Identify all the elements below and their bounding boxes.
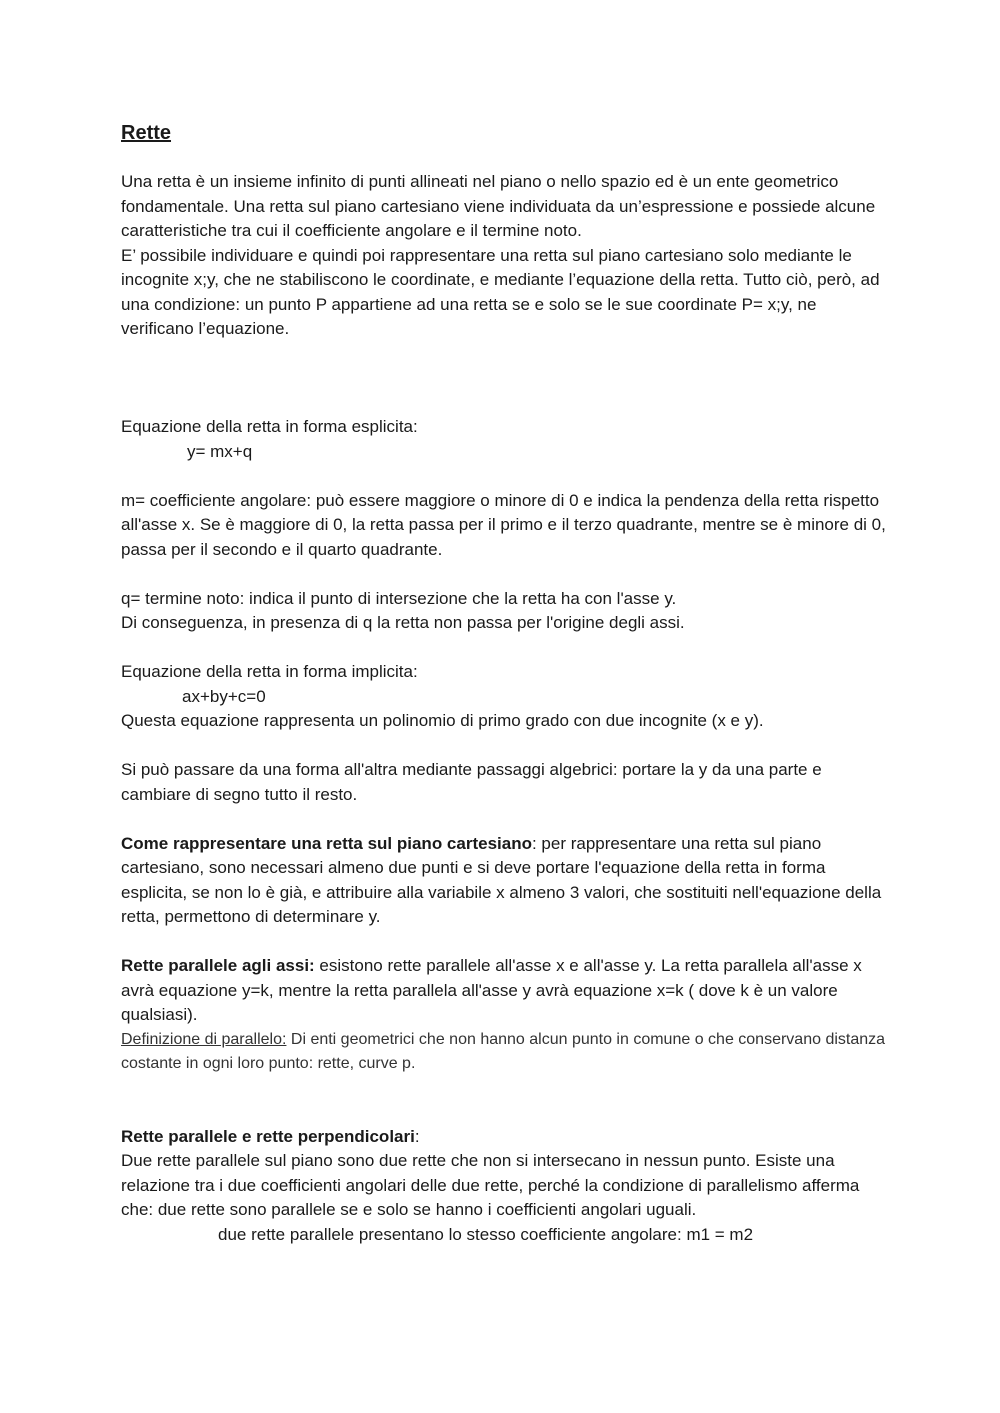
spacer [121,636,891,661]
definition-paragraph [121,1028,891,1076]
represent-paragraph [121,832,891,930]
par-perp-formula: due rette parallele presentano lo stesso coefficiente angolare: m1 = m2 [218,1224,754,1244]
par-perp-heading-line [121,1125,891,1150]
intro-paragraph-2: E’ possibile individuare e quindi poi rappresentare una retta sul piano cartesiano solo mediante le incognite x;y, che ne stabiliscono le coordinate, e mediante l’equazione della retta. Tutto ciò, però, ad una condizione: un punto P appartiene ad una retta se e solo se le sue coordinate P= x;y, ne verificano l’equazione. [121,245,880,338]
spacer [121,734,891,759]
explicit-heading: Equazione della retta in forma esplicita: [121,417,418,436]
spacer [121,807,891,832]
implicit-heading: Equazione della retta in forma implicita: [121,662,418,681]
definition-label: Definizione di parallelo: [121,1030,287,1048]
q-paragraph-1: q= termine noto: indica il punto di intersezione che la retta ha con l'asse y. [121,588,677,608]
parallel-axes-paragraph [121,954,891,1028]
par-perp-heading: Rette parallele e rette perpendicolari [121,1126,415,1146]
explicit-formula: y= mx+q [187,441,253,461]
spacer [121,562,891,587]
parallel-axes-text: esistono rette parallele all'asse x e all'asse y. La retta parallela all'asse x avrà equazione y=k, mentre la retta parallela all'asse y avrà equazione x=k ( dove k è un valore qualsiasi). [121,956,862,1024]
q-paragraph-2: Di conseguenza, in presenza di q la retta non passa per l'origine degli assi. [121,613,685,632]
par-perp-paragraph: Due rette parallele sul piano sono due rette che non si intersecano in nessun punto. Esiste una relazione tra i due coefficienti angolari delle due rette, perché la condizione di parallelismo afferma che: due rette sono parallele se e solo se hanno i coefficienti angolari uguali. [121,1151,860,1219]
spacer [121,1076,891,1125]
switch-paragraph: Si può passare da una forma all'altra mediante passaggi algebrici: portare la y da una parte e cambiare di segno tutto il resto. [121,760,822,804]
represent-heading: Come rappresentare una retta sul piano cartesiano [121,833,532,853]
implicit-description: Questa equazione rappresenta un polinomio di primo grado con due incognite (x e y). [121,711,764,730]
implicit-formula: ax+by+c=0 [182,686,266,706]
spacer [121,930,891,955]
definition-text: Di enti geometrici che non hanno alcun punto in comune o che conservano distanza costante in ogni loro punto: rette, curve p. [121,1030,886,1072]
par-perp-colon: : [414,1126,420,1146]
spacer [121,464,891,489]
parallel-axes-heading: Rette parallele agli assi: [121,956,315,975]
page-title: Rette [121,122,172,144]
intro-paragraph-1: Una retta è un insieme infinito di punti allineati nel piano o nello spazio ed è un ente geometrico fondamentale. Una retta sul piano cartesiano viene individuata da un’espressione e possiede alcune caratteristiche tra cui il coefficiente angolare e il termine noto. [121,172,876,240]
represent-text: : per rappresentare una retta sul piano cartesiano, sono necessari almeno due punti e si deve portare l'equazione della retta in forma esplicita, se non lo è già, e attribuire alla variabile x almeno 3 valori, che sostituiti nell'equazione della retta, permettono di determinare y. [121,833,882,926]
document-page [121,118,891,1247]
spacer [121,342,891,416]
m-paragraph: m= coefficiente angolare: può essere maggiore o minore di 0 e indica la pendenza della retta rispetto all'asse x. Se è maggiore di 0, la retta passa per il primo e il terzo quadrante, mentre se è minore di 0, passa per il secondo e il quarto quadrante. [121,490,886,559]
